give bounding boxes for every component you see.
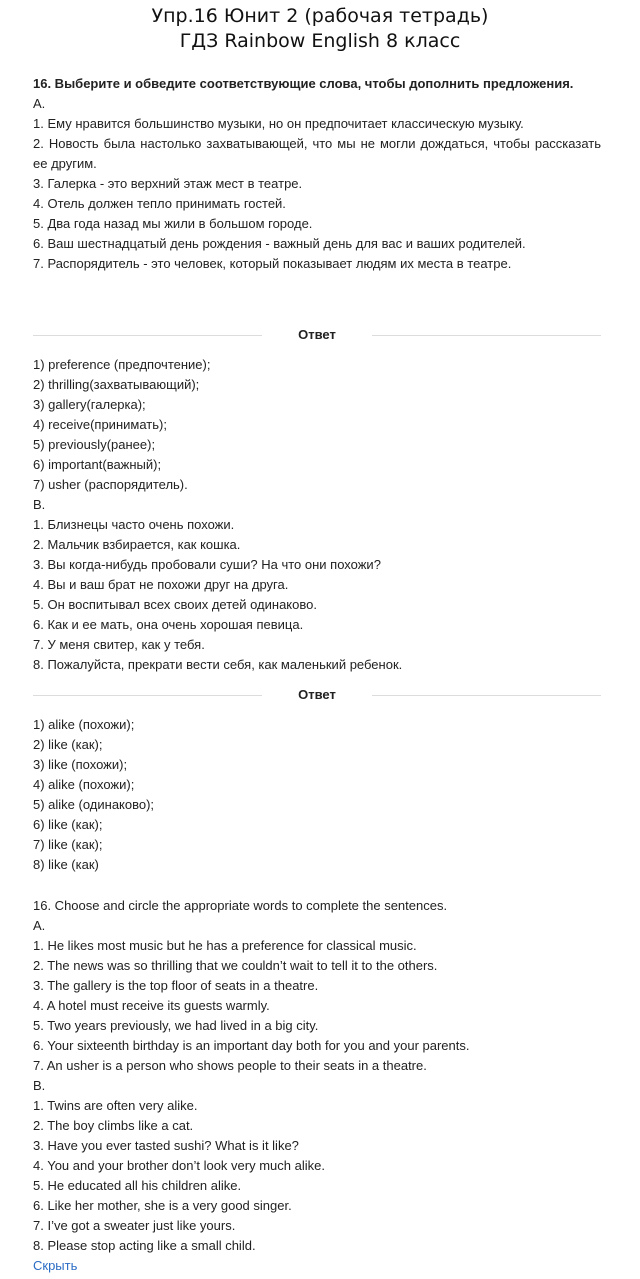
task-sentence: 4. Вы и ваш брат не похожи друг на друга. — [33, 577, 289, 592]
answer-item: 1) alike (похожи); — [33, 717, 135, 732]
english-sentence: 3. The gallery is the top floor of seats in a theatre. — [33, 978, 319, 993]
task-sentence: 7. У меня свитер, как у тебя. — [33, 637, 205, 652]
task-section — [33, 74, 601, 274]
english-section — [33, 896, 601, 1276]
task-sentence: 3. Вы когда-нибудь пробовали суши? На что они похожи? — [33, 557, 381, 572]
answer-item: 2) like (как); — [33, 737, 103, 752]
task-sentence: 3. Галерка - это верхний этаж мест в театре. — [33, 176, 303, 191]
english-sentence: 7. I’ve got a sweater just like yours. — [33, 1218, 236, 1233]
divider-rule — [372, 695, 601, 696]
part-a-label: A. — [33, 918, 46, 933]
title-line-1: Упр.16 Юнит 2 (рабочая тетрадь) — [151, 5, 489, 27]
task-sentence: 2. Мальчик взбирается, как кошка. — [33, 537, 241, 552]
english-sentence: 4. A hotel must receive its guests warmly. — [33, 998, 270, 1013]
answer-item: 2) thrilling(захватывающий); — [33, 377, 200, 392]
divider-rule — [372, 335, 601, 336]
answer-divider — [33, 685, 601, 705]
answer-item: 6) like (как); — [33, 817, 103, 832]
task-sentence: 8. Пожалуйста, прекрати вести себя, как маленький ребенок. — [33, 657, 403, 672]
answer-item: 8) like (как) — [33, 857, 99, 872]
task-sentence: 5. Он воспитывал всех своих детей одинаково. — [33, 597, 317, 612]
page-title — [0, 0, 640, 54]
answer-item: 4) alike (похожи); — [33, 777, 135, 792]
title-line-2: ГДЗ Rainbow English 8 класс — [179, 30, 461, 52]
english-sentence: 4. You and your brother don’t look very much alike. — [33, 1158, 325, 1173]
english-sentence: 7. An usher is a person who shows people to their seats in a theatre. — [33, 1058, 427, 1073]
task-sentence: 6. Ваш шестнадцатый день рождения - важный день для вас и ваших родителей. — [33, 236, 526, 251]
english-sentence: 3. Have you ever tasted sushi? What is it like? — [33, 1138, 299, 1153]
task-sentence: 4. Отель должен тепло принимать гостей. — [33, 196, 286, 211]
task-sentence: 5. Два года назад мы жили в большом городе. — [33, 216, 313, 231]
english-instruction: 16. Choose and circle the appropriate words to complete the sentences. — [33, 898, 448, 913]
answer-item: 5) previously(ранее); — [33, 437, 156, 452]
task-sentence: 1. Близнецы часто очень похожи. — [33, 517, 235, 532]
english-sentence: 1. Twins are often very alike. — [33, 1098, 198, 1113]
english-sentence: 6. Like her mother, she is a very good singer. — [33, 1198, 292, 1213]
answer-b-section — [33, 715, 601, 875]
answer-item: 7) usher (распорядитель). — [33, 477, 188, 492]
answer-heading: Ответ — [298, 327, 336, 342]
task-sentence: 2. Новость была настолько захватывающей, что мы не могли дождаться, чтобы рассказать ее другим. — [33, 136, 601, 171]
answer-divider — [33, 325, 601, 345]
english-sentence: 2. The boy climbs like a cat. — [33, 1118, 194, 1133]
answer-item: 3) gallery(галерка); — [33, 397, 146, 412]
task-sentence: 6. Как и ее мать, она очень хорошая певица. — [33, 617, 304, 632]
answer-heading: Ответ — [298, 687, 336, 702]
answer-item: 3) like (похожи); — [33, 757, 128, 772]
english-sentence: 2. The news was so thrilling that we couldn’t wait to tell it to the others. — [33, 958, 438, 973]
answer-a-section — [33, 355, 601, 675]
english-sentence: 5. He educated all his children alike. — [33, 1178, 242, 1193]
answer-item: 6) important(важный); — [33, 457, 162, 472]
part-a-label: А. — [33, 96, 46, 111]
task-sentence: 1. Ему нравится большинство музыки, но он предпочитает классическую музыку. — [33, 116, 524, 131]
task-sentence: 7. Распорядитель - это человек, который показывает людям их места в театре. — [33, 256, 512, 271]
answer-item: 4) receive(принимать); — [33, 417, 167, 432]
english-sentence: 6. Your sixteenth birthday is an important day both for you and your parents. — [33, 1038, 470, 1053]
hide-link[interactable]: Скрыть — [33, 1258, 78, 1273]
answer-item: 1) preference (предпочтение); — [33, 357, 211, 372]
answer-item: 5) alike (одинаково); — [33, 797, 155, 812]
english-sentence: 8. Please stop acting like a small child. — [33, 1238, 256, 1253]
english-sentence: 1. He likes most music but he has a preference for classical music. — [33, 938, 417, 953]
part-b-label: В. — [33, 497, 46, 512]
english-sentence: 5. Two years previously, we had lived in a big city. — [33, 1018, 319, 1033]
answer-item: 7) like (как); — [33, 837, 103, 852]
part-b-label: B. — [33, 1078, 46, 1093]
task-instruction: 16. Выберите и обведите соответствующие слова, чтобы дополнить предложения. — [33, 76, 574, 91]
